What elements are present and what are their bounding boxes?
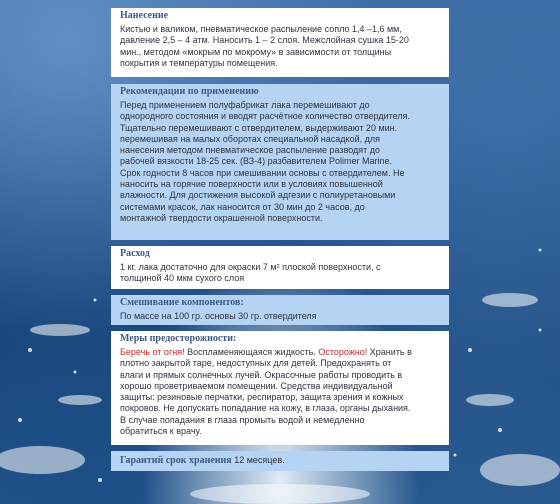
shelf-life-value: 12 месяцев.	[231, 455, 285, 465]
text-line: Кистью и валиком, пневматическое распыление сопло 1,4 –1,6 мм,	[120, 24, 402, 34]
section-title: Гарантий срок хранения	[120, 455, 232, 466]
text-line: защиты: резиновые перчатки, респиратор, защита зрения и кожных	[120, 392, 404, 403]
text-line: системами красок, лак наносится от 30 мин до 2 часов, до	[120, 201, 365, 212]
section-title: Меры предосторожности:	[111, 331, 449, 346]
section-text	[111, 99, 449, 227]
section-application	[111, 8, 449, 77]
text-line: покровов. Не допускать попадание на кожу, в глаза, органы дыхания.	[120, 403, 411, 414]
section-mixing	[111, 295, 449, 325]
text-line: В случае попадания в глаза промыть водой и немедленно	[120, 414, 365, 425]
caution-warning: Осторожно!	[318, 347, 368, 357]
text-line: Тщательно перемешивают с отвердителем, выдерживают 20 мин.	[120, 122, 398, 133]
info-panel	[111, 8, 449, 471]
text-line: покрытия и температуры помещения.	[120, 57, 278, 68]
text-line: хорошо проветриваемом помещении. Средства индивидуальной	[120, 380, 393, 391]
section-precautions	[111, 331, 449, 445]
text-line: влаги и прямых солнечных лучей. Окрасочные работы проводить в	[120, 369, 403, 380]
text-line: По массе на 100 гр. основы 30 гр. отвердителя	[120, 311, 317, 321]
text-line: плотно закрытой таре, недоступных для детей. Предохранять от	[120, 358, 392, 369]
section-text	[111, 261, 449, 288]
text-line: давление 2,5 – 4 атм. Наносить 1 – 2 слоя. Межслойная сушка 15-20	[120, 35, 409, 46]
text-line: нанесения методом пневматическое распыление разводят до	[120, 145, 381, 156]
section-text	[111, 346, 449, 440]
section-text	[111, 310, 449, 325]
text-line: обратиться к врачу.	[120, 426, 202, 437]
text-line: монтажной твердости окрашенной поверхности.	[120, 212, 323, 223]
text-line: Срок годности 8 часов при смешивании основы с отвердителем. Не	[120, 167, 405, 178]
section-title: Нанесение	[111, 8, 449, 23]
text-line: толщиной 40 мкм сухого слоя	[120, 273, 245, 284]
text-line: перемешивая на малых оборотах специальной насадкой, для	[120, 133, 380, 144]
fire-warning: Беречь от огня!	[120, 347, 185, 357]
text-line: 1 кг. лака достаточно для окраски 7 м² плоской поверхности, с	[120, 262, 381, 272]
section-recommendations	[111, 84, 449, 240]
section-consumption	[111, 246, 449, 289]
text-line: Перед применением полуфабрикат лака перемешивают до	[120, 100, 370, 110]
text-fragment: Воспламеняющаяся жидкость.	[184, 347, 319, 357]
section-title: Смешивание компонентов:	[111, 295, 449, 310]
text-line: влажности. Для достижения высокой адгезии с полиуретановыми	[120, 190, 396, 201]
text-line: мин., методом «мокрым по мокрому» в зависимости от толщины	[120, 46, 392, 57]
text-line: однородного состояния и вводят расчётное количество отвердителя.	[120, 111, 410, 122]
text-line: рабочей вязкости 18-25 сек. (ВЗ-4) разбавителем Polimer Marine.	[120, 156, 393, 167]
section-shelf-life	[111, 451, 449, 471]
section-title: Расход	[111, 246, 449, 261]
text-fragment: Хранить в	[367, 347, 412, 357]
section-title: Рекомендации по применению	[111, 84, 449, 99]
text-line	[120, 347, 440, 358]
text-line: наносить на горячие поверхности или в условиях повышенной	[120, 179, 383, 190]
section-text	[111, 23, 449, 72]
